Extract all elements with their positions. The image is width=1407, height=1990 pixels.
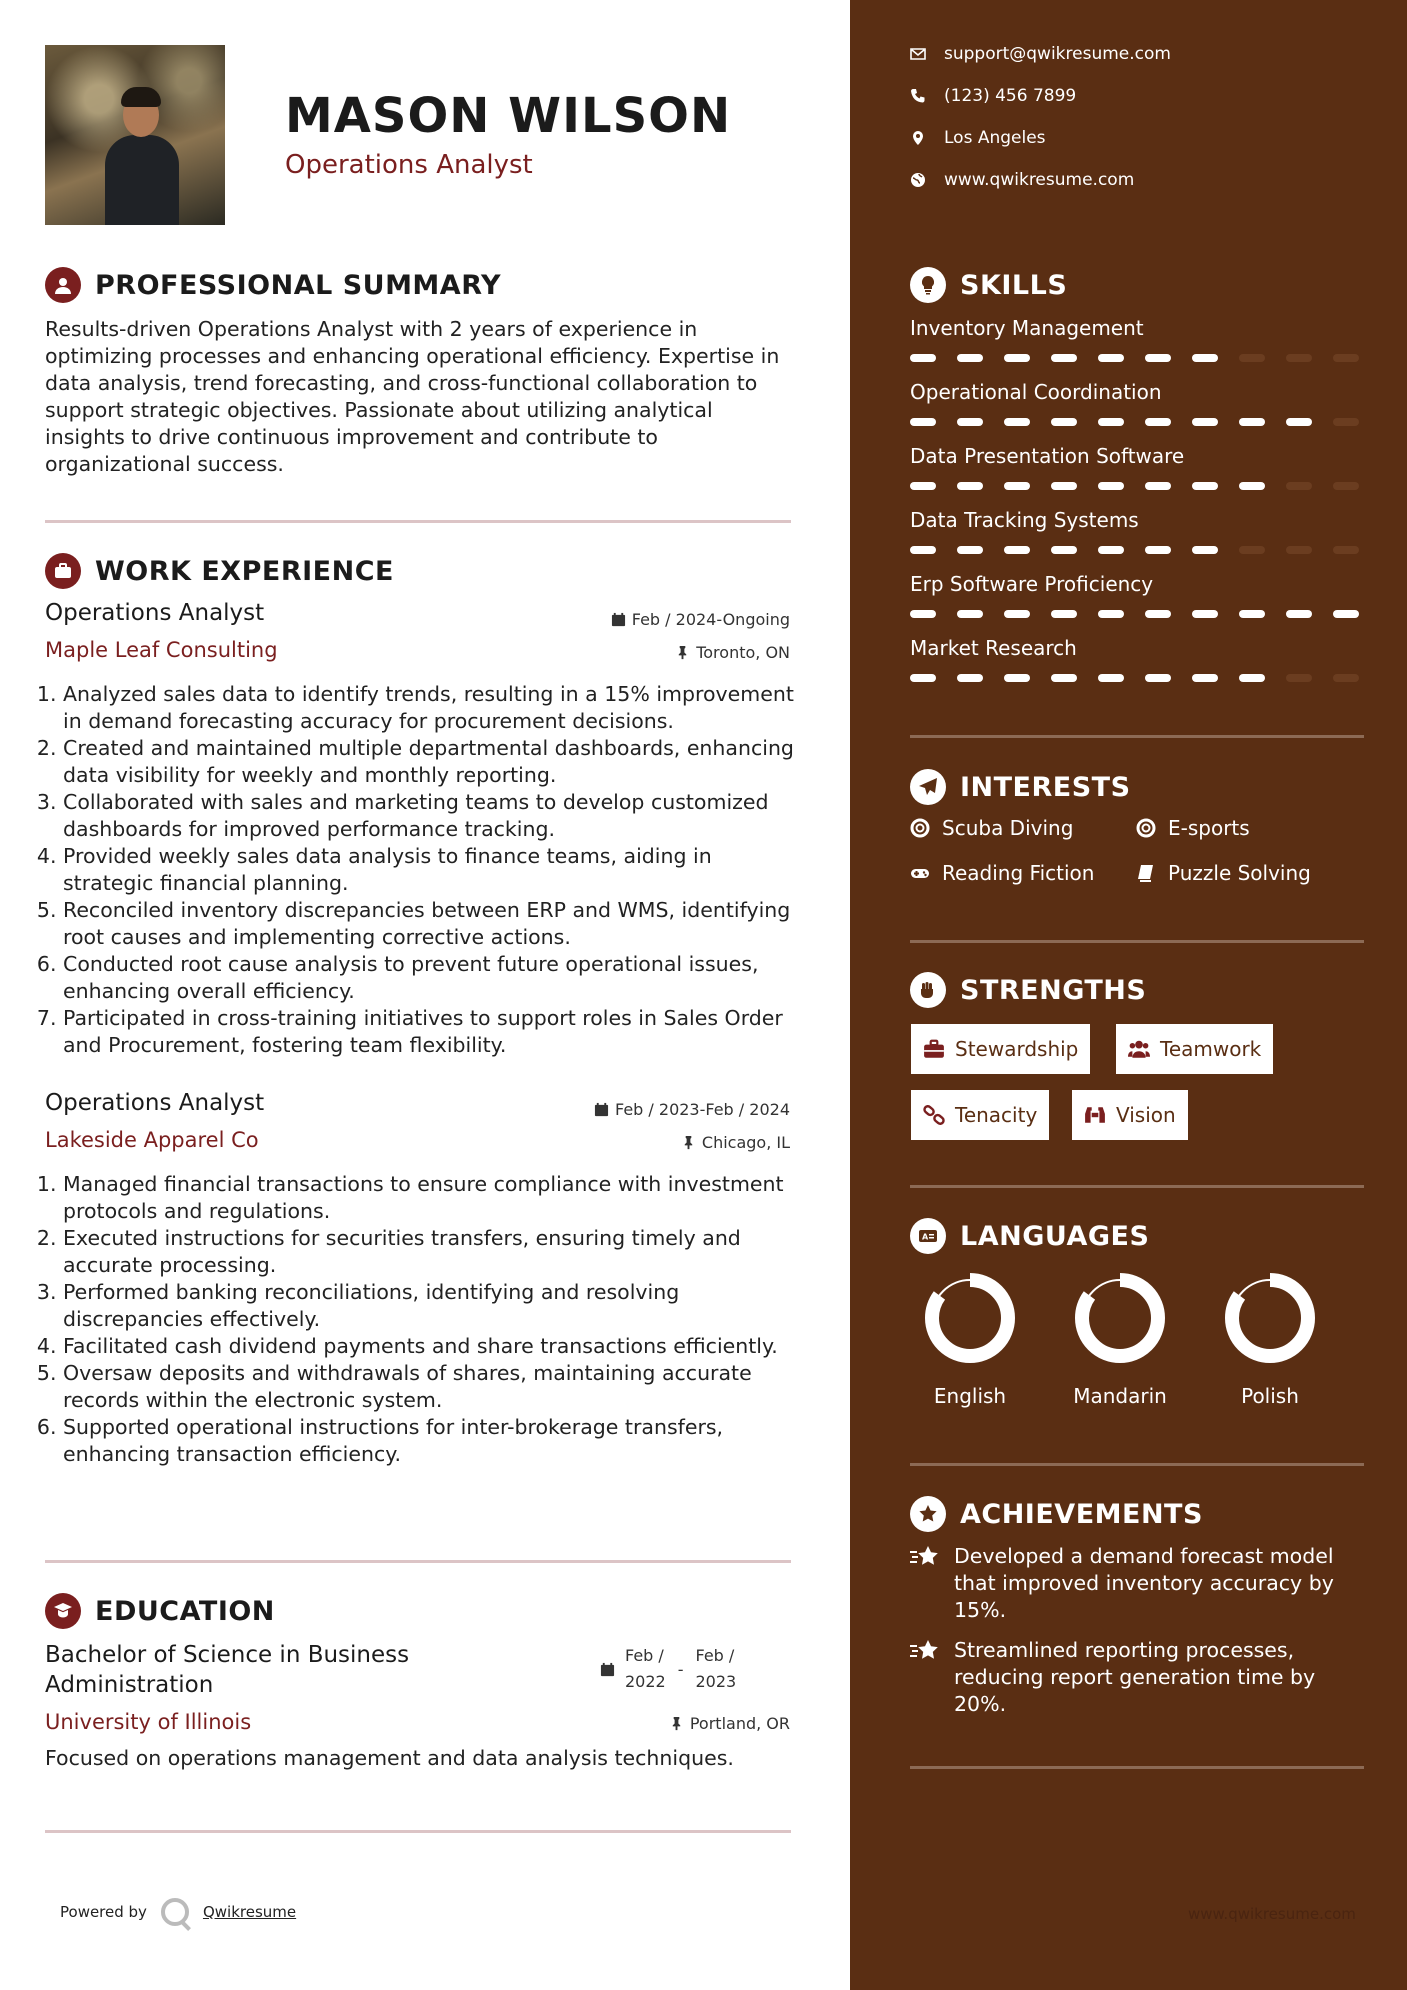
achievements-heading: ACHIEVEMENTS xyxy=(960,1498,1203,1530)
list-item: 2. Executed instructions for securities transfers, ensuring timely and accurate processing. xyxy=(63,1225,805,1279)
school-name: University of Illinois xyxy=(45,1710,252,1734)
strength-label: Stewardship xyxy=(955,1037,1079,1061)
skill-level-segment xyxy=(1239,674,1265,682)
list-item: 4. Provided weekly sales data analysis to finance teams, aiding in strategic financial planning. xyxy=(63,843,805,897)
lifebuoy-icon xyxy=(1136,818,1156,838)
list-item: 6. Supported operational instructions for inter-brokerage transfers, enhancing transaction efficiency. xyxy=(63,1414,805,1468)
skill-level-segment xyxy=(910,610,936,618)
contact-website-text: www.qwikresume.com xyxy=(944,170,1135,190)
strength-label: Teamwork xyxy=(1160,1037,1262,1061)
skill-level-segment xyxy=(1051,354,1077,362)
user-icon xyxy=(45,267,81,303)
candidate-name: MASON WILSON xyxy=(285,88,732,144)
skill-level-segment xyxy=(1145,354,1171,362)
skill-level-segment xyxy=(910,418,936,426)
degree-line: Administration xyxy=(45,1672,214,1698)
summary-text: Results-driven Operations Analyst with 2 years of experience in optimizing processes and enhancing operational efficiency. Expertise in data analysis, trend forecasting, and cross-functional collaboration to support strategic objectives. Passionate about utilizing analytical insights to drive continuous improvement and contribute to organizational success. xyxy=(45,317,780,476)
skill-level-segment xyxy=(1333,482,1359,490)
book-icon xyxy=(1136,863,1156,883)
skill-level-segment xyxy=(957,610,983,618)
job-bullets xyxy=(45,681,805,1059)
company-name: Lakeside Apparel Co xyxy=(45,1128,259,1152)
interests-heading-row xyxy=(910,769,1131,805)
interest-item xyxy=(1136,861,1311,885)
language-label: Mandarin xyxy=(1073,1384,1167,1408)
job-title: Operations Analyst xyxy=(45,1090,265,1116)
skill-level-segment xyxy=(1192,610,1218,618)
skill-level-segment xyxy=(1286,674,1312,682)
education-dates xyxy=(600,1643,736,1695)
skill-level-segment xyxy=(1239,482,1265,490)
skill-level-segment xyxy=(957,546,983,554)
skill-name: Erp Software Proficiency xyxy=(910,572,1154,596)
skill-level-segment xyxy=(1145,674,1171,682)
footer-powered-by xyxy=(60,1898,296,1926)
skill-level-segment xyxy=(910,674,936,682)
divider xyxy=(910,1185,1364,1188)
qwikresume-logo-icon xyxy=(161,1898,189,1926)
skill-level-segment xyxy=(1004,354,1030,362)
language-item xyxy=(915,1270,1025,1408)
language-item xyxy=(1065,1270,1175,1408)
calendar-icon xyxy=(594,1102,609,1117)
degree-name xyxy=(45,1640,409,1700)
skill-level-segment xyxy=(1192,354,1218,362)
language-label: Polish xyxy=(1241,1384,1299,1408)
job-dates-text: Feb / 2024-Ongoing xyxy=(631,610,790,629)
star-icon xyxy=(910,1545,940,1571)
skills-heading-row xyxy=(910,267,1067,303)
skill-level-segment xyxy=(1051,674,1077,682)
strength-chip xyxy=(1072,1090,1188,1140)
interests-heading: INTERESTS xyxy=(960,771,1131,803)
list-item: 5. Oversaw deposits and withdrawals of shares, maintaining accurate records within the electronic system. xyxy=(63,1360,805,1414)
skill-level-segment xyxy=(1286,418,1312,426)
skill-level-segment xyxy=(1145,482,1171,490)
contact-phone-text: (123) 456 7899 xyxy=(944,86,1077,106)
link-icon xyxy=(923,1104,945,1126)
list-item: 4. Facilitated cash dividend payments and share transactions efficiently. xyxy=(63,1333,805,1360)
skill-level-bar xyxy=(910,418,1364,428)
language-label: English xyxy=(933,1384,1007,1408)
candidate-title: Operations Analyst xyxy=(285,150,533,180)
achievement-text: Developed a demand forecast model that improved inventory accuracy by 15%. xyxy=(954,1544,1334,1622)
star-badge-icon xyxy=(910,1496,946,1532)
envelope-icon xyxy=(910,46,926,62)
skill-level-segment xyxy=(1051,482,1077,490)
language-level-ring xyxy=(1072,1270,1168,1366)
skill-level-segment xyxy=(1286,482,1312,490)
strengths-heading: STRENGTHS xyxy=(960,974,1147,1006)
contact-phone[interactable] xyxy=(910,86,1076,106)
skill-level-segment xyxy=(1192,482,1218,490)
skill-level-segment xyxy=(1286,354,1312,362)
divider xyxy=(45,1560,791,1563)
skill-level-segment xyxy=(957,354,983,362)
skill-level-segment xyxy=(1004,610,1030,618)
paper-plane-icon xyxy=(910,769,946,805)
skill-level-segment xyxy=(910,354,936,362)
skill-level-bar xyxy=(910,354,1364,364)
phone-icon xyxy=(910,88,926,104)
powered-by-label: Powered by xyxy=(60,1903,147,1921)
skill-name: Operational Coordination xyxy=(910,380,1162,404)
achievement-item xyxy=(910,1637,1370,1718)
achievement-text: Streamlined reporting processes, reducing report generation time by 20%. xyxy=(954,1638,1316,1716)
divider xyxy=(910,735,1364,738)
job-location xyxy=(681,1133,790,1152)
contact-location-text: Los Angeles xyxy=(944,128,1046,148)
fist-icon xyxy=(910,972,946,1008)
languages-heading-row xyxy=(910,1218,1149,1254)
skill-level-segment xyxy=(1145,418,1171,426)
start-year: 2022 xyxy=(625,1672,666,1691)
job-location xyxy=(675,643,790,662)
job-title: Operations Analyst xyxy=(45,600,265,626)
job-dates-text: Feb / 2023-Feb / 2024 xyxy=(615,1100,790,1119)
footer-site[interactable]: www.qwikresume.com xyxy=(1188,1905,1356,1923)
languages-heading: LANGUAGES xyxy=(960,1220,1150,1252)
skill-name: Inventory Management xyxy=(910,316,1144,340)
list-item: 3. Performed banking reconciliations, identifying and resolving discrepancies effectively. xyxy=(63,1279,805,1333)
pin-icon xyxy=(675,645,690,660)
list-item: 7. Participated in cross-training initiatives to support roles in Sales Order and Procurement, fostering team flexibility. xyxy=(63,1005,805,1059)
contact-email[interactable] xyxy=(910,44,1171,64)
skill-level-bar xyxy=(910,482,1364,492)
interest-item xyxy=(910,816,1073,840)
company-name: Maple Leaf Consulting xyxy=(45,638,278,662)
list-item: 3. Collaborated with sales and marketing teams to develop customized dashboards for improved performance tracking. xyxy=(63,789,805,843)
skill-level-segment xyxy=(1239,354,1265,362)
skill-level-segment xyxy=(957,674,983,682)
skill-level-segment xyxy=(1192,546,1218,554)
skill-level-segment xyxy=(1239,418,1265,426)
education-location xyxy=(669,1714,790,1733)
list-item: 1. Managed financial transactions to ensure compliance with investment protocols and regulations. xyxy=(63,1171,805,1225)
skill-level-segment xyxy=(1004,674,1030,682)
lifebuoy-icon xyxy=(910,818,930,838)
pin-icon xyxy=(681,1135,696,1150)
skill-level-bar xyxy=(910,546,1364,556)
skill-level-segment xyxy=(1333,418,1359,426)
job-location-text: Toronto, ON xyxy=(696,643,790,662)
date-dash: - xyxy=(677,1659,684,1679)
job-location-text: Chicago, IL xyxy=(701,1133,790,1152)
brand-link[interactable]: Qwikresume xyxy=(202,1903,297,1921)
job-bullets xyxy=(45,1171,805,1468)
contact-website[interactable] xyxy=(910,170,1134,190)
language-level-ring xyxy=(1222,1270,1318,1366)
skill-name: Data Tracking Systems xyxy=(910,508,1139,532)
strength-chip xyxy=(911,1024,1090,1074)
divider xyxy=(45,1830,791,1833)
skill-level-segment xyxy=(957,482,983,490)
calendar-icon xyxy=(600,1662,615,1677)
svg-text:A: A xyxy=(922,1232,929,1242)
skill-level-segment xyxy=(1098,546,1124,554)
map-marker-icon xyxy=(910,130,926,146)
skill-level-bar xyxy=(910,674,1364,684)
interest-label: Reading Fiction xyxy=(942,861,1095,885)
skill-level-segment xyxy=(1098,354,1124,362)
interest-label: Scuba Diving xyxy=(942,816,1074,840)
divider xyxy=(910,1766,1364,1769)
lightbulb-icon xyxy=(910,267,946,303)
skills-heading: SKILLS xyxy=(960,269,1068,301)
contact-email-text: support@qwikresume.com xyxy=(944,44,1171,64)
education-heading-row xyxy=(45,1593,275,1629)
skill-level-segment xyxy=(1098,610,1124,618)
skill-level-segment xyxy=(910,482,936,490)
job-dates xyxy=(594,1100,790,1119)
skill-level-bar xyxy=(910,610,1364,620)
strength-chip xyxy=(911,1090,1049,1140)
interest-item xyxy=(910,861,1094,885)
skill-level-segment xyxy=(1098,674,1124,682)
skill-level-segment xyxy=(1004,546,1030,554)
skill-level-segment xyxy=(1051,546,1077,554)
list-item: 2. Created and maintained multiple departmental dashboards, enhancing data visibility for weekly and monthly reporting. xyxy=(63,735,805,789)
education-heading: EDUCATION xyxy=(95,1595,275,1627)
start-month: Feb / xyxy=(625,1646,664,1665)
strength-label: Tenacity xyxy=(955,1103,1038,1127)
degree-line: Bachelor of Science in Business xyxy=(45,1642,410,1668)
end-year: 2023 xyxy=(695,1672,737,1691)
skill-level-segment xyxy=(1192,418,1218,426)
calendar-icon xyxy=(611,612,626,627)
skill-level-segment xyxy=(1239,610,1265,618)
language-icon xyxy=(910,1218,946,1254)
skill-name: Data Presentation Software xyxy=(910,444,1185,468)
strength-label: Vision xyxy=(1116,1103,1176,1127)
list-item: 5. Reconciled inventory discrepancies between ERP and WMS, identifying root causes and implementing corrective actions. xyxy=(63,897,805,951)
skill-level-segment xyxy=(1333,674,1359,682)
job-dates xyxy=(611,610,790,629)
skill-level-segment xyxy=(910,546,936,554)
skill-level-segment xyxy=(1145,610,1171,618)
profile-photo xyxy=(45,45,225,225)
globe-icon xyxy=(910,172,926,188)
achievement-item xyxy=(910,1543,1370,1624)
skill-level-segment xyxy=(1239,546,1265,554)
divider xyxy=(910,940,1364,943)
skill-level-segment xyxy=(1004,418,1030,426)
divider xyxy=(45,520,791,523)
gamepad-icon xyxy=(910,863,930,883)
briefcase-icon xyxy=(923,1038,945,1060)
education-description: Focused on operations management and data analysis techniques. xyxy=(45,1746,734,1770)
strength-chip xyxy=(1116,1024,1273,1074)
binoculars-icon xyxy=(1084,1104,1106,1126)
contact-location xyxy=(910,128,1046,148)
skill-level-segment xyxy=(1051,610,1077,618)
skill-level-segment xyxy=(1098,418,1124,426)
interest-item xyxy=(1136,816,1250,840)
experience-heading-row xyxy=(45,553,394,589)
list-item: 1. Analyzed sales data to identify trends, resulting in a 15% improvement in demand forecasting accuracy for procurement decisions. xyxy=(63,681,805,735)
interest-label: Puzzle Solving xyxy=(1168,861,1311,885)
summary-heading: PROFESSIONAL SUMMARY xyxy=(95,269,502,301)
star-icon xyxy=(910,1639,940,1665)
skill-level-segment xyxy=(1286,610,1312,618)
skill-level-segment xyxy=(1333,546,1359,554)
experience-heading: WORK EXPERIENCE xyxy=(95,555,394,587)
strengths-heading-row xyxy=(910,972,1146,1008)
list-item: 6. Conducted root cause analysis to prevent future operational issues, enhancing overall efficiency. xyxy=(63,951,805,1005)
skill-level-segment xyxy=(1145,546,1171,554)
skill-level-segment xyxy=(1004,482,1030,490)
interest-label: E-sports xyxy=(1168,816,1250,840)
end-month: Feb / xyxy=(695,1646,735,1665)
users-icon xyxy=(1128,1038,1150,1060)
skill-level-segment xyxy=(1286,546,1312,554)
graduate-icon xyxy=(45,1593,81,1629)
skill-level-segment xyxy=(1192,674,1218,682)
achievements-heading-row xyxy=(910,1496,1203,1532)
divider xyxy=(910,1463,1364,1466)
skill-level-segment xyxy=(1098,482,1124,490)
pin-icon xyxy=(669,1716,684,1731)
skill-level-segment xyxy=(957,418,983,426)
skill-level-segment xyxy=(1333,354,1359,362)
skill-level-segment xyxy=(1333,610,1359,618)
language-level-ring xyxy=(922,1270,1018,1366)
education-location-text: Portland, OR xyxy=(689,1714,790,1733)
briefcase-icon xyxy=(45,553,81,589)
summary-heading-row xyxy=(45,267,501,303)
language-item xyxy=(1215,1270,1325,1408)
skill-name: Market Research xyxy=(910,636,1077,660)
skill-level-segment xyxy=(1051,418,1077,426)
